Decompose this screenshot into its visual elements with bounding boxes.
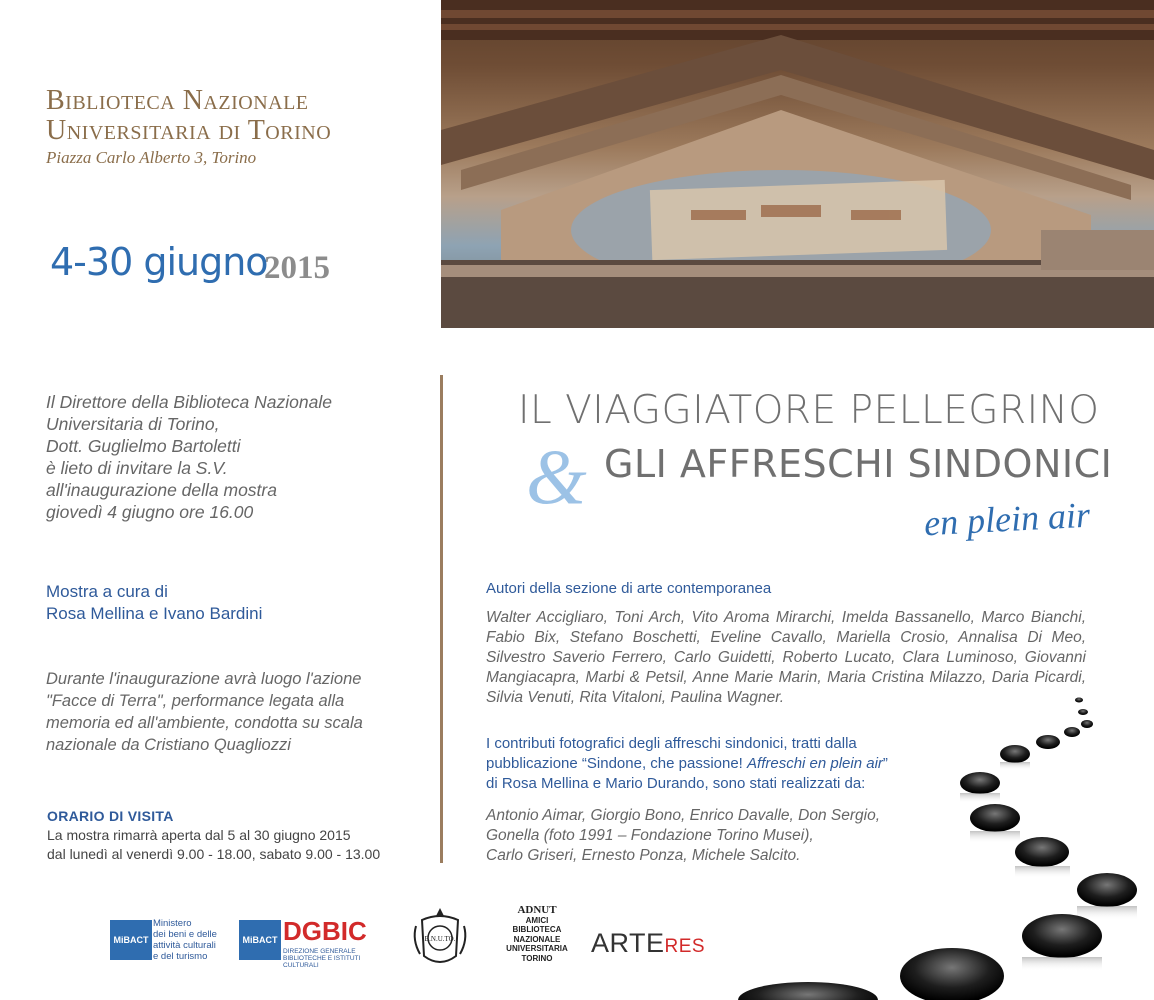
- stones-decoration: [690, 690, 1154, 1000]
- arteres-sub: RES: [664, 936, 706, 957]
- performance-text: [46, 668, 406, 756]
- library-address: Piazza Carlo Alberto 3, Torino: [46, 148, 257, 167]
- performance-line: Durante l'inaugurazione avrà luogo l'azione: [46, 670, 362, 688]
- library-name-line1: Biblioteca Nazionale: [46, 85, 309, 116]
- photographers-line: Carlo Griseri, Ernesto Ponza, Michele Salcito.: [486, 847, 801, 864]
- performance-line: memoria ed all'ambiente, condotta su scala: [46, 714, 363, 732]
- dgbic-sub-line: DIREZIONE GENERALE: [283, 948, 356, 955]
- performance-line: "Facce di Terra", performance legata alla: [46, 692, 345, 710]
- contributions-line1: I contributi fotografici degli affreschi sindonici, tratti dalla: [486, 735, 857, 752]
- invitation-line: all'inaugurazione della mostra: [46, 480, 277, 500]
- contributions-line2-c: ”: [882, 755, 888, 772]
- mibac-text-line: e del turismo: [153, 951, 208, 962]
- dgbic-subtitle: [283, 948, 383, 969]
- dgbic-logo-mark: MiBACT: [239, 920, 281, 960]
- contributions-line2-b: Affreschi en plein air: [747, 755, 883, 772]
- column-divider: [440, 375, 443, 863]
- arteres-logo: [591, 928, 705, 959]
- title-line1: IL VIAGGIATORE PELLEGRINO: [518, 388, 1100, 433]
- invitation-text: [46, 391, 406, 523]
- adnut-line: NAZIONALE: [513, 934, 561, 944]
- hours-heading: ORARIO DI VISITA: [47, 808, 174, 824]
- fresco-illustration: [441, 0, 1154, 328]
- mibac-text-line: dei beni e delle: [153, 929, 217, 940]
- invitation-line: giovedì 4 giugno ore 16.00: [46, 502, 254, 522]
- library-name-line2: Universitaria di Torino: [46, 115, 332, 146]
- title-subtitle: en plein air: [923, 494, 1091, 544]
- authors-list: Walter Accigliaro, Toni Arch, Vito Aroma Mirarchi, Imelda Bassanello, Marco Bianchi, Fabio Bix, Stefano Boschetti, Eveline Cavallo, Mariella Crosio, Annalisa Di Meo, Silvestro Saverio Ferrero, Carlo Guidetti, Roberto Lucato, Clara Luminoso, Giovanni Mangiacapra, Marbi & Petsil, Anne Marie Marin, Maria Cristina Milazzo, Daria Picardi, Silvia Venuti, Rita Vitaloni, Paulina Wagner.: [486, 609, 1086, 706]
- dgbic-sub-line: BIBLIOTECHE E ISTITUTI CULTURALI: [283, 955, 361, 969]
- mibac-logo-text: [153, 918, 233, 962]
- adnut-head: ADNUT: [517, 904, 557, 916]
- fresco-photo: [441, 0, 1154, 328]
- adnut-line: AMICI: [525, 915, 549, 925]
- hours-line1: La mostra rimarrà aperta dal 5 al 30 giugno 2015: [47, 827, 351, 843]
- hours-line2: dal lunedì al venerdì 9.00 - 18.00, sabato 9.00 - 13.00: [47, 846, 381, 862]
- title-line2: GLI AFFRESCHI SINDONICI: [604, 442, 1113, 486]
- invitation-line: Il Direttore della Biblioteca Nazionale: [46, 392, 332, 412]
- title-ampersand: &: [526, 433, 587, 520]
- adnut-line: BIBLIOTECA: [512, 925, 562, 934]
- mibac-logo: MiBACT: [110, 920, 152, 960]
- authors-heading: Autori della sezione di arte contemporanea: [486, 580, 772, 597]
- arteres-main: ARTE: [591, 928, 665, 958]
- invitation-line: Universitaria di Torino,: [46, 414, 220, 434]
- adnut-logo: [502, 906, 572, 963]
- mibac-text-line: attività culturali: [153, 940, 216, 951]
- mibac-text-line: Ministero: [153, 918, 192, 929]
- performance-line: nazionale da Cristiano Quagliozzi: [46, 736, 291, 754]
- invitation-line: è lieto di invitare la S.V.: [46, 458, 228, 478]
- adnut-line: TORINO: [521, 953, 553, 963]
- photographers-line: Gonella (foto 1991 – Fondazione Torino Musei),: [486, 827, 814, 844]
- bnuto-seal-icon: [410, 906, 470, 970]
- curators-line1: Mostra a cura di: [46, 582, 168, 601]
- exhibition-year: 2015: [264, 250, 330, 286]
- curators: [46, 581, 262, 625]
- adnut-line: UNIVERSITARIA: [506, 944, 568, 953]
- bnuto-label: B.N.U.TO.: [424, 935, 456, 943]
- photographers-line: Antonio Aimar, Giorgio Bono, Enrico Davalle, Don Sergio,: [486, 807, 881, 824]
- contributions-line3: di Rosa Mellina e Mario Durando, sono stati realizzati da:: [486, 775, 866, 792]
- library-name: [46, 86, 426, 146]
- curators-line2: Rosa Mellina e Ivano Bardini: [46, 604, 263, 623]
- exhibition-dates: 4-30 giugno: [50, 240, 268, 284]
- invitation-line: Dott. Guglielmo Bartoletti: [46, 436, 241, 456]
- contributions-line2-a: pubblicazione “Sindone, che passione!: [486, 755, 748, 772]
- hours-text: [47, 826, 380, 864]
- dgbic-logo: DGBIC: [283, 916, 367, 946]
